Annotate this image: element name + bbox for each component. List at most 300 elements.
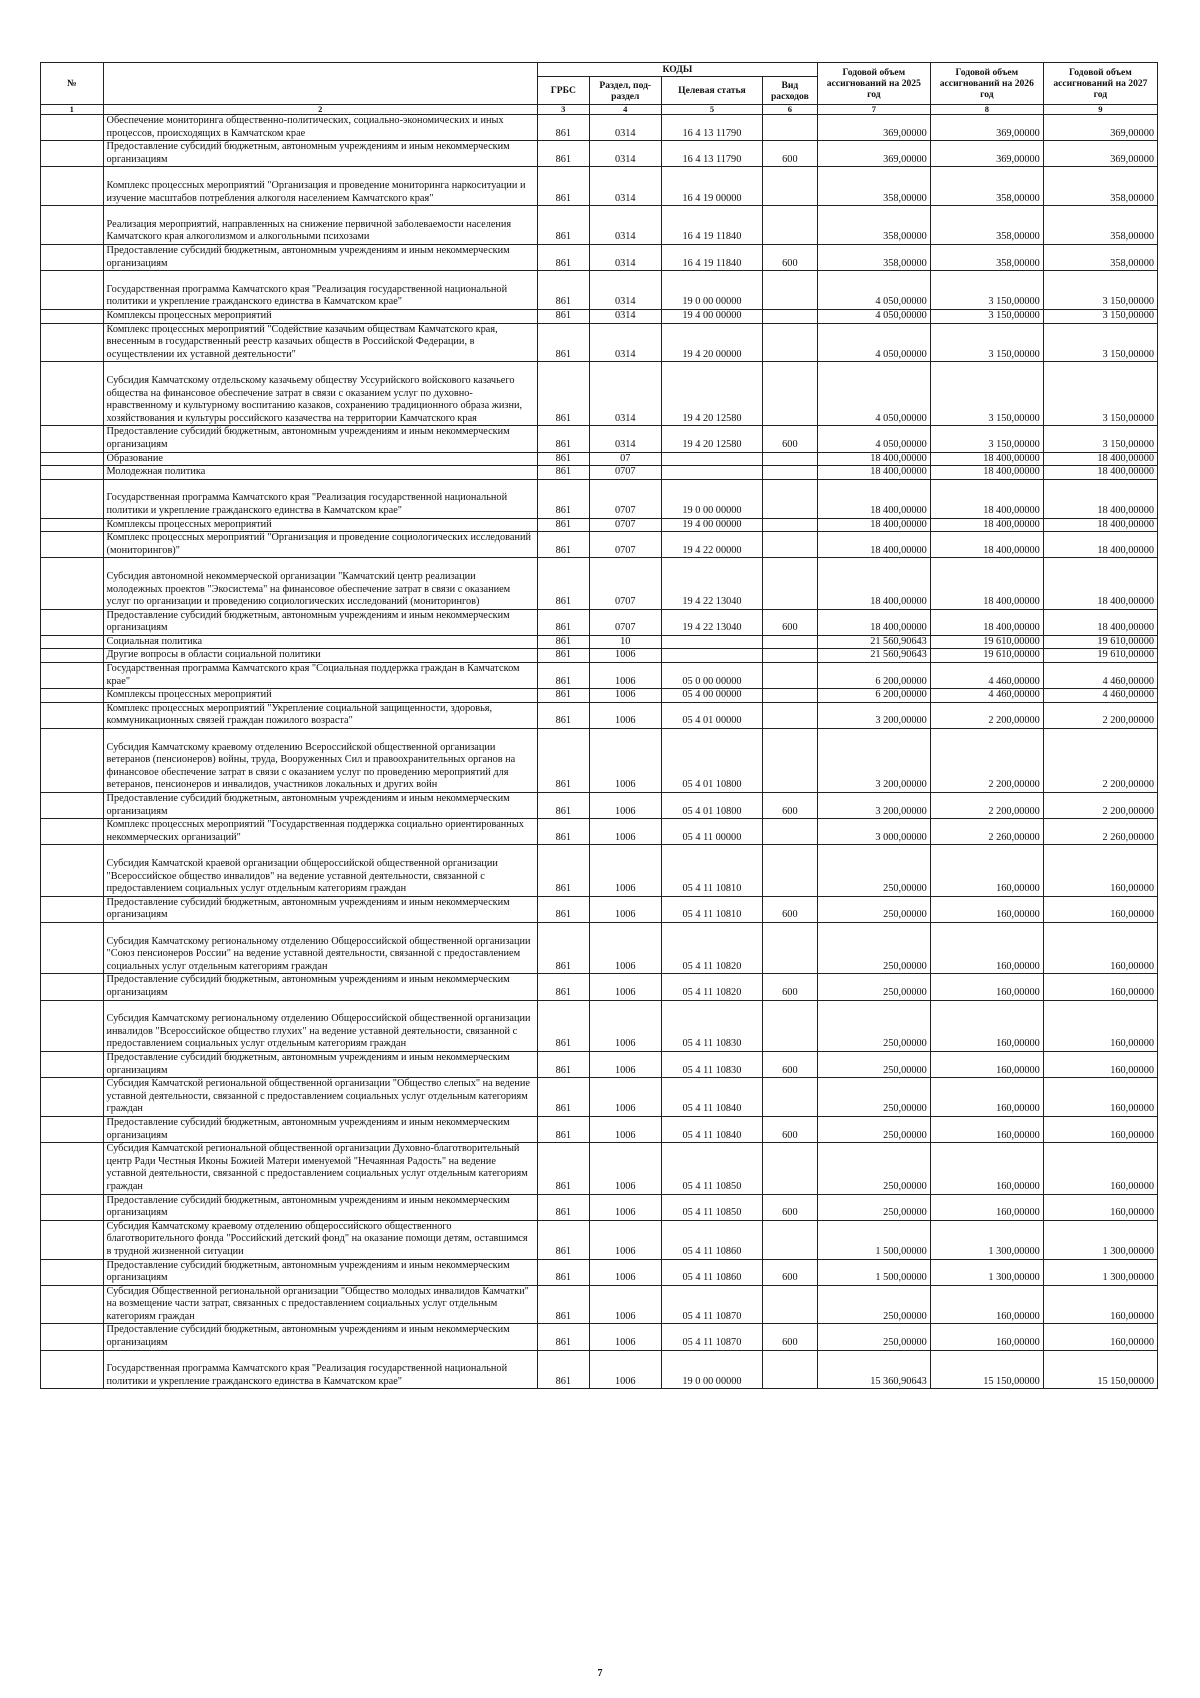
row-razdel-cell: 1006: [589, 1000, 661, 1051]
row-2025-cell: 3 200,00000: [817, 729, 930, 793]
row-vid-cell: [762, 689, 817, 703]
table-row: [41, 167, 1158, 206]
table-row: [41, 1220, 1158, 1259]
row-num-cell: [41, 974, 104, 1000]
row-2027-cell: 15 150,00000: [1043, 1350, 1157, 1389]
row-name-cell: Предоставление субсидий бюджетным, автономным учреждениям и иным некоммерческим организациям: [103, 244, 537, 270]
row-vid-cell: [762, 479, 817, 518]
row-2026-cell: 3 150,00000: [930, 323, 1043, 362]
row-razdel-cell: 1006: [589, 1220, 661, 1259]
row-grbs-cell: 861: [538, 1051, 590, 1077]
row-2026-cell: 160,00000: [930, 1051, 1043, 1077]
row-grbs-cell: 861: [538, 1285, 590, 1324]
row-vid-cell: [762, 1285, 817, 1324]
row-grbs-cell: 861: [538, 362, 590, 426]
row-2025-cell: 4 050,00000: [817, 362, 930, 426]
row-2025-cell: 18 400,00000: [817, 479, 930, 518]
row-2025-cell: 250,00000: [817, 1324, 930, 1350]
row-num-cell: [41, 1143, 104, 1194]
row-grbs-cell: 861: [538, 532, 590, 558]
row-2027-cell: 358,00000: [1043, 206, 1157, 245]
row-2027-cell: 18 400,00000: [1043, 558, 1157, 609]
row-2027-cell: 358,00000: [1043, 244, 1157, 270]
header-num: №: [41, 63, 104, 105]
row-num-cell: [41, 362, 104, 426]
row-num-cell: [41, 1350, 104, 1389]
column-index-cell: 4: [589, 105, 661, 115]
row-2027-cell: 18 400,00000: [1043, 609, 1157, 635]
row-grbs-cell: 861: [538, 141, 590, 167]
row-celevaya-cell: 19 4 00 00000: [661, 518, 762, 532]
row-2027-cell: 160,00000: [1043, 896, 1157, 922]
row-2025-cell: 369,00000: [817, 141, 930, 167]
column-index-cell: 6: [762, 105, 817, 115]
row-num-cell: [41, 635, 104, 649]
row-vid-cell: [762, 518, 817, 532]
row-grbs-cell: 861: [538, 206, 590, 245]
row-2025-cell: 4 050,00000: [817, 271, 930, 310]
row-grbs-cell: 861: [538, 244, 590, 270]
header-2027: Годовой объем ассигнований на 2027 год: [1043, 63, 1157, 105]
row-vid-cell: [762, 323, 817, 362]
row-2026-cell: 160,00000: [930, 1000, 1043, 1051]
row-celevaya-cell: 16 4 19 00000: [661, 167, 762, 206]
row-celevaya-cell: 19 4 00 00000: [661, 309, 762, 323]
row-2026-cell: 369,00000: [930, 115, 1043, 141]
row-2027-cell: 160,00000: [1043, 1051, 1157, 1077]
table-row: [41, 558, 1158, 609]
table-row: [41, 206, 1158, 245]
row-num-cell: [41, 1000, 104, 1051]
row-num-cell: [41, 466, 104, 480]
row-2026-cell: 18 400,00000: [930, 452, 1043, 466]
row-2027-cell: 3 150,00000: [1043, 362, 1157, 426]
row-grbs-cell: 861: [538, 1000, 590, 1051]
table-row: [41, 362, 1158, 426]
row-2027-cell: 2 200,00000: [1043, 793, 1157, 819]
row-celevaya-cell: 05 4 01 10800: [661, 729, 762, 793]
row-grbs-cell: 861: [538, 1324, 590, 1350]
row-grbs-cell: 861: [538, 1259, 590, 1285]
row-vid-cell: [762, 1078, 817, 1117]
row-name-cell: Субсидия Камчатскому отдельскому казачьему обществу Уссурийского войскового казачьего общества на финансовое обеспечение затрат в связи с оказанием услуг по духовно-нравственному и культурному воспитанию казаков, сохранению традиционного образа жизни, хозяйствования и культуры российского казачества на территории Камчатского края: [103, 362, 537, 426]
row-num-cell: [41, 609, 104, 635]
row-vid-cell: 600: [762, 793, 817, 819]
row-name-cell: Предоставление субсидий бюджетным, автономным учреждениям и иным некоммерческим организациям: [103, 426, 537, 452]
row-razdel-cell: 0314: [589, 206, 661, 245]
row-2025-cell: 1 500,00000: [817, 1259, 930, 1285]
row-celevaya-cell: 19 4 20 12580: [661, 426, 762, 452]
row-vid-cell: [762, 558, 817, 609]
row-razdel-cell: 1006: [589, 819, 661, 845]
row-num-cell: [41, 922, 104, 973]
row-grbs-cell: 861: [538, 1220, 590, 1259]
row-grbs-cell: 861: [538, 845, 590, 896]
table-row: [41, 518, 1158, 532]
row-2025-cell: 250,00000: [817, 896, 930, 922]
row-name-cell: Социальная политика: [103, 635, 537, 649]
row-grbs-cell: 861: [538, 819, 590, 845]
table-row: [41, 1116, 1158, 1142]
row-2026-cell: 2 200,00000: [930, 729, 1043, 793]
row-name-cell: Субсидия Камчатской краевой организации общероссийской общественной организации "Всероссийское общество инвалидов" на ведение уставной деятельности, связанной с предоставлением социальных услуг отдельным категориям граждан: [103, 845, 537, 896]
header-celevaya: Целевая статья: [661, 77, 762, 105]
table-row: [41, 689, 1158, 703]
row-2027-cell: 19 610,00000: [1043, 635, 1157, 649]
row-2026-cell: 3 150,00000: [930, 271, 1043, 310]
column-index-cell: 8: [930, 105, 1043, 115]
row-name-cell: Субсидия Камчатскому региональному отделению Общероссийской общественной организации инвалидов "Всероссийское общество глухих" на ведение уставной деятельности, связанной с предоставлением социальных услуг отдельным категориям граждан: [103, 1000, 537, 1051]
row-num-cell: [41, 479, 104, 518]
row-celevaya-cell: 05 4 11 10860: [661, 1259, 762, 1285]
row-celevaya-cell: 05 4 11 10840: [661, 1116, 762, 1142]
row-num-cell: [41, 689, 104, 703]
row-num-cell: [41, 729, 104, 793]
row-name-cell: Комплекс процессных мероприятий "Государственная поддержка социально ориентированных некоммерческих организаций": [103, 819, 537, 845]
row-grbs-cell: 861: [538, 609, 590, 635]
row-razdel-cell: 0314: [589, 167, 661, 206]
row-razdel-cell: 1006: [589, 1324, 661, 1350]
row-2026-cell: 3 150,00000: [930, 426, 1043, 452]
row-2026-cell: 160,00000: [930, 922, 1043, 973]
row-2026-cell: 160,00000: [930, 1285, 1043, 1324]
row-num-cell: [41, 1051, 104, 1077]
row-2026-cell: 160,00000: [930, 1143, 1043, 1194]
row-num-cell: [41, 271, 104, 310]
table-row: [41, 1194, 1158, 1220]
header-razdel: Раздел, под-раздел: [589, 77, 661, 105]
header-grbs: ГРБС: [538, 77, 590, 105]
row-vid-cell: [762, 1220, 817, 1259]
table-row: [41, 702, 1158, 728]
row-grbs-cell: 861: [538, 452, 590, 466]
row-2027-cell: 160,00000: [1043, 1116, 1157, 1142]
row-celevaya-cell: 05 4 11 10860: [661, 1220, 762, 1259]
row-num-cell: [41, 206, 104, 245]
row-grbs-cell: 861: [538, 896, 590, 922]
row-celevaya-cell: [661, 635, 762, 649]
row-name-cell: Государственная программа Камчатского края "Реализация государственной национальной политики и укрепление гражданского единства в Камчатском крае": [103, 479, 537, 518]
page-number: 7: [597, 1668, 603, 1679]
row-name-cell: Предоставление субсидий бюджетным, автономным учреждениям и иным некоммерческим организациям: [103, 1324, 537, 1350]
column-index-cell: 3: [538, 105, 590, 115]
row-name-cell: Субсидия автономной некоммерческой организации "Камчатский центр реализации молодежных проектов "Экосистема" на финансовое обеспечение затрат в связи с оказанием услуг по организации и проведению социологических исследований (мониторингов): [103, 558, 537, 609]
row-razdel-cell: 0707: [589, 518, 661, 532]
row-vid-cell: 600: [762, 974, 817, 1000]
row-vid-cell: [762, 649, 817, 663]
row-2025-cell: 358,00000: [817, 167, 930, 206]
row-2027-cell: 4 460,00000: [1043, 689, 1157, 703]
row-razdel-cell: 1006: [589, 1051, 661, 1077]
row-2026-cell: 3 150,00000: [930, 362, 1043, 426]
row-name-cell: Обеспечение мониторинга общественно-политических, социально-экономических и иных процессов, происходящих в Камчатском крае: [103, 115, 537, 141]
row-name-cell: Комплекс процессных мероприятий "Организация и проведение мониторинга наркоситуации и изучение масштабов потребления алкоголя населением Камчатского края": [103, 167, 537, 206]
row-2027-cell: 18 400,00000: [1043, 518, 1157, 532]
row-celevaya-cell: [661, 452, 762, 466]
table-row: [41, 635, 1158, 649]
row-razdel-cell: 1006: [589, 1116, 661, 1142]
row-razdel-cell: 0314: [589, 323, 661, 362]
row-2026-cell: 1 300,00000: [930, 1259, 1043, 1285]
row-2025-cell: 250,00000: [817, 1143, 930, 1194]
row-2025-cell: 369,00000: [817, 115, 930, 141]
row-2025-cell: 6 200,00000: [817, 689, 930, 703]
row-name-cell: Предоставление субсидий бюджетным, автономным учреждениям и иным некоммерческим организациям: [103, 141, 537, 167]
table-row: [41, 323, 1158, 362]
row-2025-cell: 250,00000: [817, 1051, 930, 1077]
row-grbs-cell: 861: [538, 689, 590, 703]
row-2025-cell: 3 000,00000: [817, 819, 930, 845]
row-2027-cell: 160,00000: [1043, 922, 1157, 973]
table-row: [41, 896, 1158, 922]
row-name-cell: Предоставление субсидий бюджетным, автономным учреждениям и иным некоммерческим организациям: [103, 974, 537, 1000]
row-2027-cell: 1 300,00000: [1043, 1259, 1157, 1285]
row-grbs-cell: 861: [538, 323, 590, 362]
row-celevaya-cell: 05 4 11 10810: [661, 845, 762, 896]
row-2025-cell: 15 360,90643: [817, 1350, 930, 1389]
row-name-cell: Предоставление субсидий бюджетным, автономным учреждениям и иным некоммерческим организациям: [103, 793, 537, 819]
row-vid-cell: [762, 1000, 817, 1051]
row-vid-cell: [762, 1350, 817, 1389]
row-celevaya-cell: [661, 649, 762, 663]
row-2025-cell: 18 400,00000: [817, 518, 930, 532]
row-num-cell: [41, 115, 104, 141]
row-2025-cell: 3 200,00000: [817, 702, 930, 728]
row-2025-cell: 250,00000: [817, 974, 930, 1000]
row-razdel-cell: 0314: [589, 141, 661, 167]
row-grbs-cell: 861: [538, 167, 590, 206]
table-row: [41, 1324, 1158, 1350]
row-celevaya-cell: 05 4 01 00000: [661, 702, 762, 728]
row-2025-cell: 18 400,00000: [817, 532, 930, 558]
table-row: [41, 609, 1158, 635]
row-grbs-cell: 861: [538, 271, 590, 310]
row-name-cell: Субсидия Камчатской региональной общественной организации "Общество слепых" на ведение уставной деятельности, связанной с предоставлением социальных услуг отдельным категориям граждан: [103, 1078, 537, 1117]
row-2027-cell: 160,00000: [1043, 845, 1157, 896]
table-row: [41, 649, 1158, 663]
row-name-cell: Комплексы процессных мероприятий: [103, 518, 537, 532]
row-celevaya-cell: 16 4 13 11790: [661, 141, 762, 167]
row-name-cell: Образование: [103, 452, 537, 466]
row-2025-cell: 250,00000: [817, 1116, 930, 1142]
header-vid: Вид расходов: [762, 77, 817, 105]
table-row: [41, 1259, 1158, 1285]
row-2027-cell: 3 150,00000: [1043, 309, 1157, 323]
row-2027-cell: 160,00000: [1043, 1324, 1157, 1350]
table-row: [41, 663, 1158, 689]
row-2026-cell: 160,00000: [930, 1078, 1043, 1117]
row-celevaya-cell: 05 4 11 10840: [661, 1078, 762, 1117]
row-razdel-cell: 0314: [589, 115, 661, 141]
row-razdel-cell: 1006: [589, 1285, 661, 1324]
row-razdel-cell: 07: [589, 452, 661, 466]
row-name-cell: Предоставление субсидий бюджетным, автономным учреждениям и иным некоммерческим организациям: [103, 609, 537, 635]
row-razdel-cell: 0707: [589, 609, 661, 635]
row-vid-cell: 600: [762, 244, 817, 270]
row-name-cell: Комплекс процессных мероприятий "Содействие казачьим обществам Камчатского края, внесенным в государственный реестр казачьих обществ в Российской Федерации, в осуществлении их уставной деятельности": [103, 323, 537, 362]
row-celevaya-cell: 05 4 11 10850: [661, 1143, 762, 1194]
table-row: [41, 845, 1158, 896]
row-celevaya-cell: 05 4 11 10820: [661, 974, 762, 1000]
table-row: [41, 244, 1158, 270]
table-row: [41, 922, 1158, 973]
row-name-cell: Предоставление субсидий бюджетным, автономным учреждениям и иным некоммерческим организациям: [103, 1116, 537, 1142]
row-vid-cell: [762, 819, 817, 845]
row-celevaya-cell: 05 4 11 10870: [661, 1324, 762, 1350]
row-2026-cell: 18 400,00000: [930, 532, 1043, 558]
row-grbs-cell: 861: [538, 702, 590, 728]
row-grbs-cell: 861: [538, 479, 590, 518]
row-2025-cell: 4 050,00000: [817, 426, 930, 452]
row-celevaya-cell: 19 4 22 13040: [661, 558, 762, 609]
row-2027-cell: 2 200,00000: [1043, 702, 1157, 728]
row-2026-cell: 18 400,00000: [930, 518, 1043, 532]
row-2025-cell: 21 560,90643: [817, 649, 930, 663]
row-vid-cell: 600: [762, 1194, 817, 1220]
row-2026-cell: 369,00000: [930, 141, 1043, 167]
row-razdel-cell: 0314: [589, 309, 661, 323]
row-vid-cell: [762, 845, 817, 896]
row-name-cell: Предоставление субсидий бюджетным, автономным учреждениям и иным некоммерческим организациям: [103, 896, 537, 922]
row-2026-cell: 18 400,00000: [930, 609, 1043, 635]
row-razdel-cell: 1006: [589, 729, 661, 793]
row-name-cell: Государственная программа Камчатского края "Реализация государственной национальной политики и укрепление гражданского единства в Камчатском крае": [103, 271, 537, 310]
column-index-cell: 9: [1043, 105, 1157, 115]
row-2027-cell: 160,00000: [1043, 1000, 1157, 1051]
row-name-cell: Комплексы процессных мероприятий: [103, 309, 537, 323]
row-2026-cell: 18 400,00000: [930, 558, 1043, 609]
row-razdel-cell: 1006: [589, 845, 661, 896]
row-celevaya-cell: 05 4 01 10800: [661, 793, 762, 819]
row-name-cell: Молодежная политика: [103, 466, 537, 480]
row-2025-cell: 250,00000: [817, 1285, 930, 1324]
row-name-cell: Предоставление субсидий бюджетным, автономным учреждениям и иным некоммерческим организациям: [103, 1194, 537, 1220]
row-2027-cell: 18 400,00000: [1043, 479, 1157, 518]
table-body: [41, 115, 1158, 1389]
row-razdel-cell: 1006: [589, 689, 661, 703]
row-2026-cell: 358,00000: [930, 244, 1043, 270]
row-num-cell: [41, 1285, 104, 1324]
row-razdel-cell: 1006: [589, 922, 661, 973]
row-razdel-cell: 0314: [589, 426, 661, 452]
row-2027-cell: 19 610,00000: [1043, 649, 1157, 663]
row-celevaya-cell: 05 4 11 10830: [661, 1051, 762, 1077]
column-index-cell: 7: [817, 105, 930, 115]
table-row: [41, 1078, 1158, 1117]
row-vid-cell: [762, 635, 817, 649]
row-2025-cell: 18 400,00000: [817, 558, 930, 609]
row-celevaya-cell: 05 4 11 10810: [661, 896, 762, 922]
row-celevaya-cell: 05 4 11 10820: [661, 922, 762, 973]
row-2026-cell: 160,00000: [930, 1324, 1043, 1350]
table-row: [41, 479, 1158, 518]
row-num-cell: [41, 896, 104, 922]
row-2026-cell: 2 260,00000: [930, 819, 1043, 845]
row-2025-cell: 3 200,00000: [817, 793, 930, 819]
row-2025-cell: 18 400,00000: [817, 466, 930, 480]
row-vid-cell: [762, 452, 817, 466]
row-celevaya-cell: 19 4 22 13040: [661, 609, 762, 635]
row-2026-cell: 19 610,00000: [930, 635, 1043, 649]
row-2027-cell: 3 150,00000: [1043, 323, 1157, 362]
row-vid-cell: 600: [762, 1259, 817, 1285]
row-vid-cell: [762, 167, 817, 206]
row-2025-cell: 250,00000: [817, 1000, 930, 1051]
row-2027-cell: 18 400,00000: [1043, 466, 1157, 480]
row-celevaya-cell: 19 0 00 00000: [661, 479, 762, 518]
row-vid-cell: [762, 309, 817, 323]
row-grbs-cell: 861: [538, 729, 590, 793]
row-vid-cell: [762, 663, 817, 689]
row-grbs-cell: 861: [538, 426, 590, 452]
row-2025-cell: 6 200,00000: [817, 663, 930, 689]
row-grbs-cell: 861: [538, 635, 590, 649]
row-grbs-cell: 861: [538, 518, 590, 532]
row-vid-cell: 600: [762, 1324, 817, 1350]
row-2027-cell: 18 400,00000: [1043, 532, 1157, 558]
row-grbs-cell: 861: [538, 466, 590, 480]
table-row: [41, 1350, 1158, 1389]
row-num-cell: [41, 1194, 104, 1220]
row-2026-cell: 15 150,00000: [930, 1350, 1043, 1389]
row-celevaya-cell: 19 0 00 00000: [661, 1350, 762, 1389]
row-num-cell: [41, 845, 104, 896]
row-vid-cell: [762, 532, 817, 558]
row-2027-cell: 4 460,00000: [1043, 663, 1157, 689]
row-num-cell: [41, 558, 104, 609]
row-vid-cell: [762, 1143, 817, 1194]
row-2027-cell: 2 260,00000: [1043, 819, 1157, 845]
row-vid-cell: 600: [762, 141, 817, 167]
table-row: [41, 793, 1158, 819]
row-2025-cell: 250,00000: [817, 922, 930, 973]
column-index-cell: 2: [103, 105, 537, 115]
table-row: [41, 1051, 1158, 1077]
table-row: [41, 466, 1158, 480]
row-name-cell: Комплекс процессных мероприятий "Укрепление социальной защищенности, здоровья, коммуникационных связей граждан пожилого возраста": [103, 702, 537, 728]
table-row: [41, 452, 1158, 466]
row-vid-cell: [762, 729, 817, 793]
row-razdel-cell: 0314: [589, 362, 661, 426]
row-grbs-cell: 861: [538, 649, 590, 663]
row-razdel-cell: 1006: [589, 1143, 661, 1194]
row-name-cell: Субсидия Общественной региональной организации "Общество молодых инвалидов Камчатки" на возмещение части затрат, связанных с предоставлением социальных услуг отдельным категориям граждан: [103, 1285, 537, 1324]
row-num-cell: [41, 1078, 104, 1117]
row-2025-cell: 1 500,00000: [817, 1220, 930, 1259]
row-celevaya-cell: 05 4 11 10850: [661, 1194, 762, 1220]
header-2026: Годовой объем ассигнований на 2026 год: [930, 63, 1043, 105]
row-name-cell: Комплекс процессных мероприятий "Организация и проведение социологических исследований (мониторингов)": [103, 532, 537, 558]
row-razdel-cell: 1006: [589, 1350, 661, 1389]
row-2027-cell: 1 300,00000: [1043, 1220, 1157, 1259]
budget-table: [40, 62, 1158, 1389]
row-num-cell: [41, 309, 104, 323]
header-2025: Годовой объем ассигнований на 2025 год: [817, 63, 930, 105]
table-row: [41, 309, 1158, 323]
table-row: [41, 974, 1158, 1000]
row-num-cell: [41, 141, 104, 167]
row-name-cell: Государственная программа Камчатского края "Реализация государственной национальной политики и укрепление гражданского единства в Камчатском крае": [103, 1350, 537, 1389]
table-row: [41, 1285, 1158, 1324]
row-num-cell: [41, 702, 104, 728]
row-2025-cell: 4 050,00000: [817, 323, 930, 362]
row-num-cell: [41, 1116, 104, 1142]
row-num-cell: [41, 1324, 104, 1350]
row-celevaya-cell: 05 4 11 10830: [661, 1000, 762, 1051]
row-razdel-cell: 10: [589, 635, 661, 649]
row-celevaya-cell: 16 4 19 11840: [661, 206, 762, 245]
row-2027-cell: 3 150,00000: [1043, 271, 1157, 310]
